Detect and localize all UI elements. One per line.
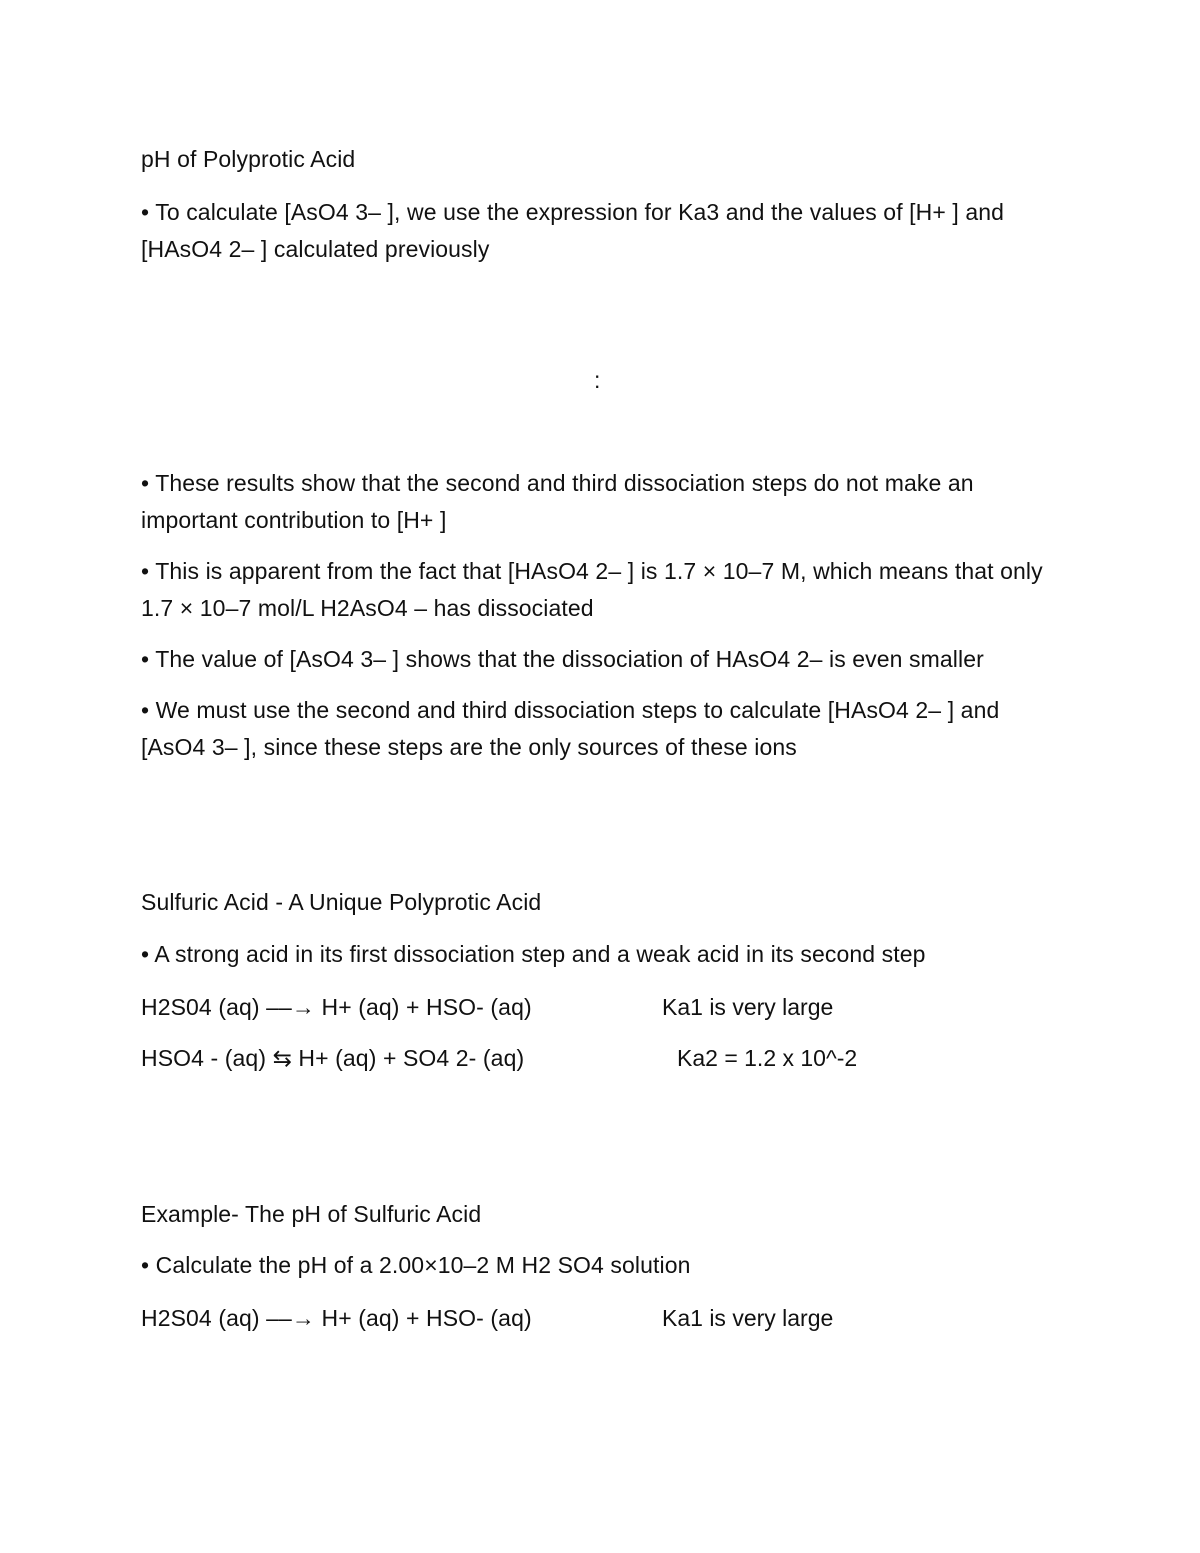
bullet-apparent-fact: • This is apparent from the fact that [HAsO4 2– ] is 1.7 × 10–7 M, which means that only 1.7 × 10–7 mol/L H2AsO4 – has dissociated	[141, 558, 1043, 621]
bullet-aso4-value: • The value of [AsO4 3– ] shows that the dissociation of HAsO4 2– is even smaller	[141, 646, 984, 672]
bullet-results-contribution: • These results show that the second and third dissociation steps do not make an important contribution to [H+ ]	[141, 470, 974, 533]
bullet-strong-weak-acid: • A strong acid in its first dissociation step and a weak acid in its second step	[141, 941, 926, 967]
equation-2-left: HSO4 - (aq) ⇆ H+ (aq) + SO4 2- (aq)	[141, 1045, 525, 1071]
bullet-aso4-calculation: • To calculate [AsO4 3– ], we use the expression for Ka3 and the values of [H+ ] and [HAsO4 2– ] calculated previously	[141, 199, 1005, 262]
equation-2-right: Ka2 = 1.2 x 10^-2	[677, 1045, 858, 1071]
section-title-example: Example- The pH of Sulfuric Acid	[141, 1201, 482, 1227]
equation-1-left: H2S04 (aq) ––→ H+ (aq) + HSO- (aq)	[141, 994, 532, 1020]
equation-3-right: Ka1 is very large	[662, 1305, 834, 1331]
equation-1-right: Ka1 is very large	[662, 994, 834, 1020]
colon-mark: :	[594, 367, 601, 393]
bullet-second-third-steps: • We must use the second and third dissociation steps to calculate [HAsO4 2– ] and [AsO4 3– ], since these steps are the only sources of these ions	[141, 697, 1000, 760]
bullet-calculate-ph: • Calculate the pH of a 2.00×10–2 M H2 SO4 solution	[141, 1252, 691, 1278]
equation-3-left: H2S04 (aq) ––→ H+ (aq) + HSO- (aq)	[141, 1305, 532, 1331]
section-title-polyprotic: pH of Polyprotic Acid	[141, 146, 356, 172]
section-title-sulfuric: Sulfuric Acid - A Unique Polyprotic Acid	[141, 889, 542, 915]
